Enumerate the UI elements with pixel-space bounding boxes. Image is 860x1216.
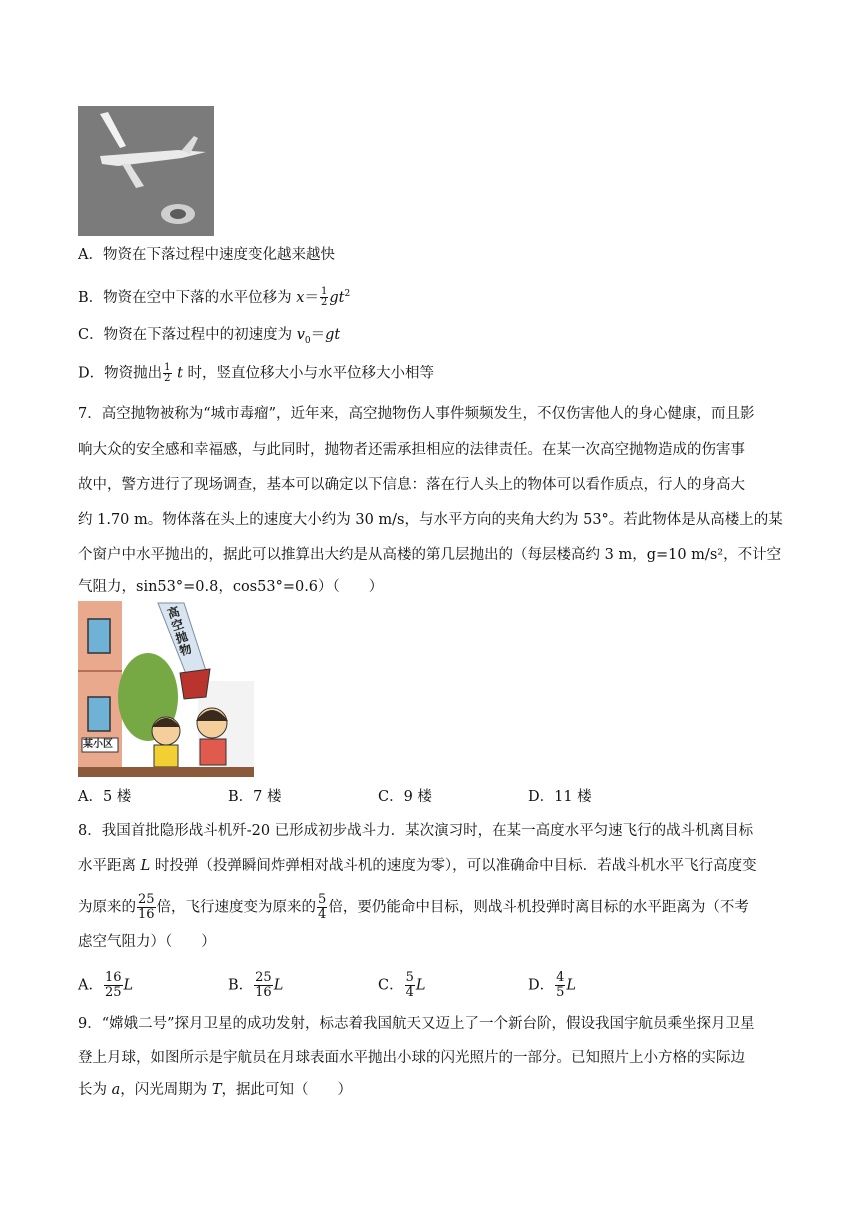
q9-line-1: 9．“嫦娥二号”探月卫星的成功发射，标志着我国航天又迈上了一个新台阶，假设我国宇航员乘坐探月卫星 [78, 1016, 755, 1032]
q8-line-3: 为原来的 $\frac{25}{16}$ 倍，飞行速度变为原来的 $\frac{5}{4}$ 倍，要仍能命中目标，则战斗机投弹时离目标的水平距离为（不考 [78, 892, 749, 922]
sign-text: 某小区 [83, 739, 113, 750]
q7-line-6: 气阻力，sin53°=0.8，cos53°=0.6）（ ） [78, 579, 384, 595]
q7-option-c: C．9 楼 [378, 789, 432, 805]
q7-line-4: 约 1.70 m。物体落在头上的速度大小约为 30 m/s，与水平方向的夹角大约为 53°。若此物体是从高楼上的某 [78, 512, 783, 528]
q7-option-d: D．11 楼 [528, 789, 592, 805]
q7-line-5: 个窗户中水平抛出的，据此可以推算出大约是从高楼的第几层抛出的（每层楼高约 3 m，g=10 m/s²，不计空 [78, 547, 782, 563]
q6-option-b: B．物资在空中下落的水平位移为 x＝ $\frac{1}{2}$ $gt^2$ [78, 286, 351, 309]
q8-line-4: 虑空气阻力）（ ） [78, 934, 216, 950]
q7-option-b: B．7 楼 [228, 789, 282, 805]
q8-line-2: 水平距离 L 时投弹（投弹瞬间炸弹相对战斗机的速度为零），可以准确命中目标．若战斗机水平飞行高度变 [78, 858, 757, 874]
q7-line-1: 7．高空抛物被称为“城市毒瘤”，近年来，高空抛物伤人事件频频发生，不仅伤害他人的身心健康，而且影 [78, 406, 755, 422]
banner-text: 高空抛物 [165, 604, 194, 659]
window-upper [88, 619, 110, 653]
window-lower [88, 697, 110, 731]
drone-drawing [78, 106, 214, 236]
q8-option-a: A． $\frac{16}{25}$ L [78, 970, 134, 1000]
q7-option-a: A．5 楼 [78, 789, 132, 805]
q6-option-a: A．物资在下落过程中速度变化越来越快 [78, 247, 335, 263]
q6-option-c: C．物资在下落过程中的初速度为 $v_0=gt$ [78, 327, 341, 346]
falling-bucket [180, 669, 210, 699]
q6-option-d: D．物资抛出 $\frac{1}{2}$ t 时，竖直位移大小与水平位移大小相等 [78, 362, 435, 384]
q8-line-1: 8．我国首批隐形战斗机歼-20 已形成初步战斗力．某次演习时，在某一高度水平匀速飞行的战斗机离目标 [78, 823, 754, 839]
q7-line-2: 响大众的安全感和幸福感，与此同时，抛物者还需承担相应的法律责任。在某一次高空抛物造成的伤害事 [78, 442, 745, 458]
q9-line-3: 长为 a，闪光周期为 T，据此可知（ ） [78, 1082, 353, 1098]
q8-option-b: B． $\frac{25}{16}$ L [228, 970, 284, 1000]
q9-line-2: 登上月球，如图所示是宇航员在月球表面水平抛出小球的闪光照片的一部分。已知照片上小方格的实际边 [78, 1050, 745, 1066]
drone-photo [78, 106, 214, 236]
high-altitude-throwing-cartoon [78, 601, 254, 777]
q8-option-c: C． $\frac{5}{4}$ L [378, 970, 426, 1000]
q8-option-d: D． $\frac{4}{5}$ L [528, 970, 577, 1000]
q7-line-3: 故中，警方进行了现场调查，基本可以确定以下信息：落在行人头上的物体可以看作质点，行人的身高大 [78, 477, 745, 493]
